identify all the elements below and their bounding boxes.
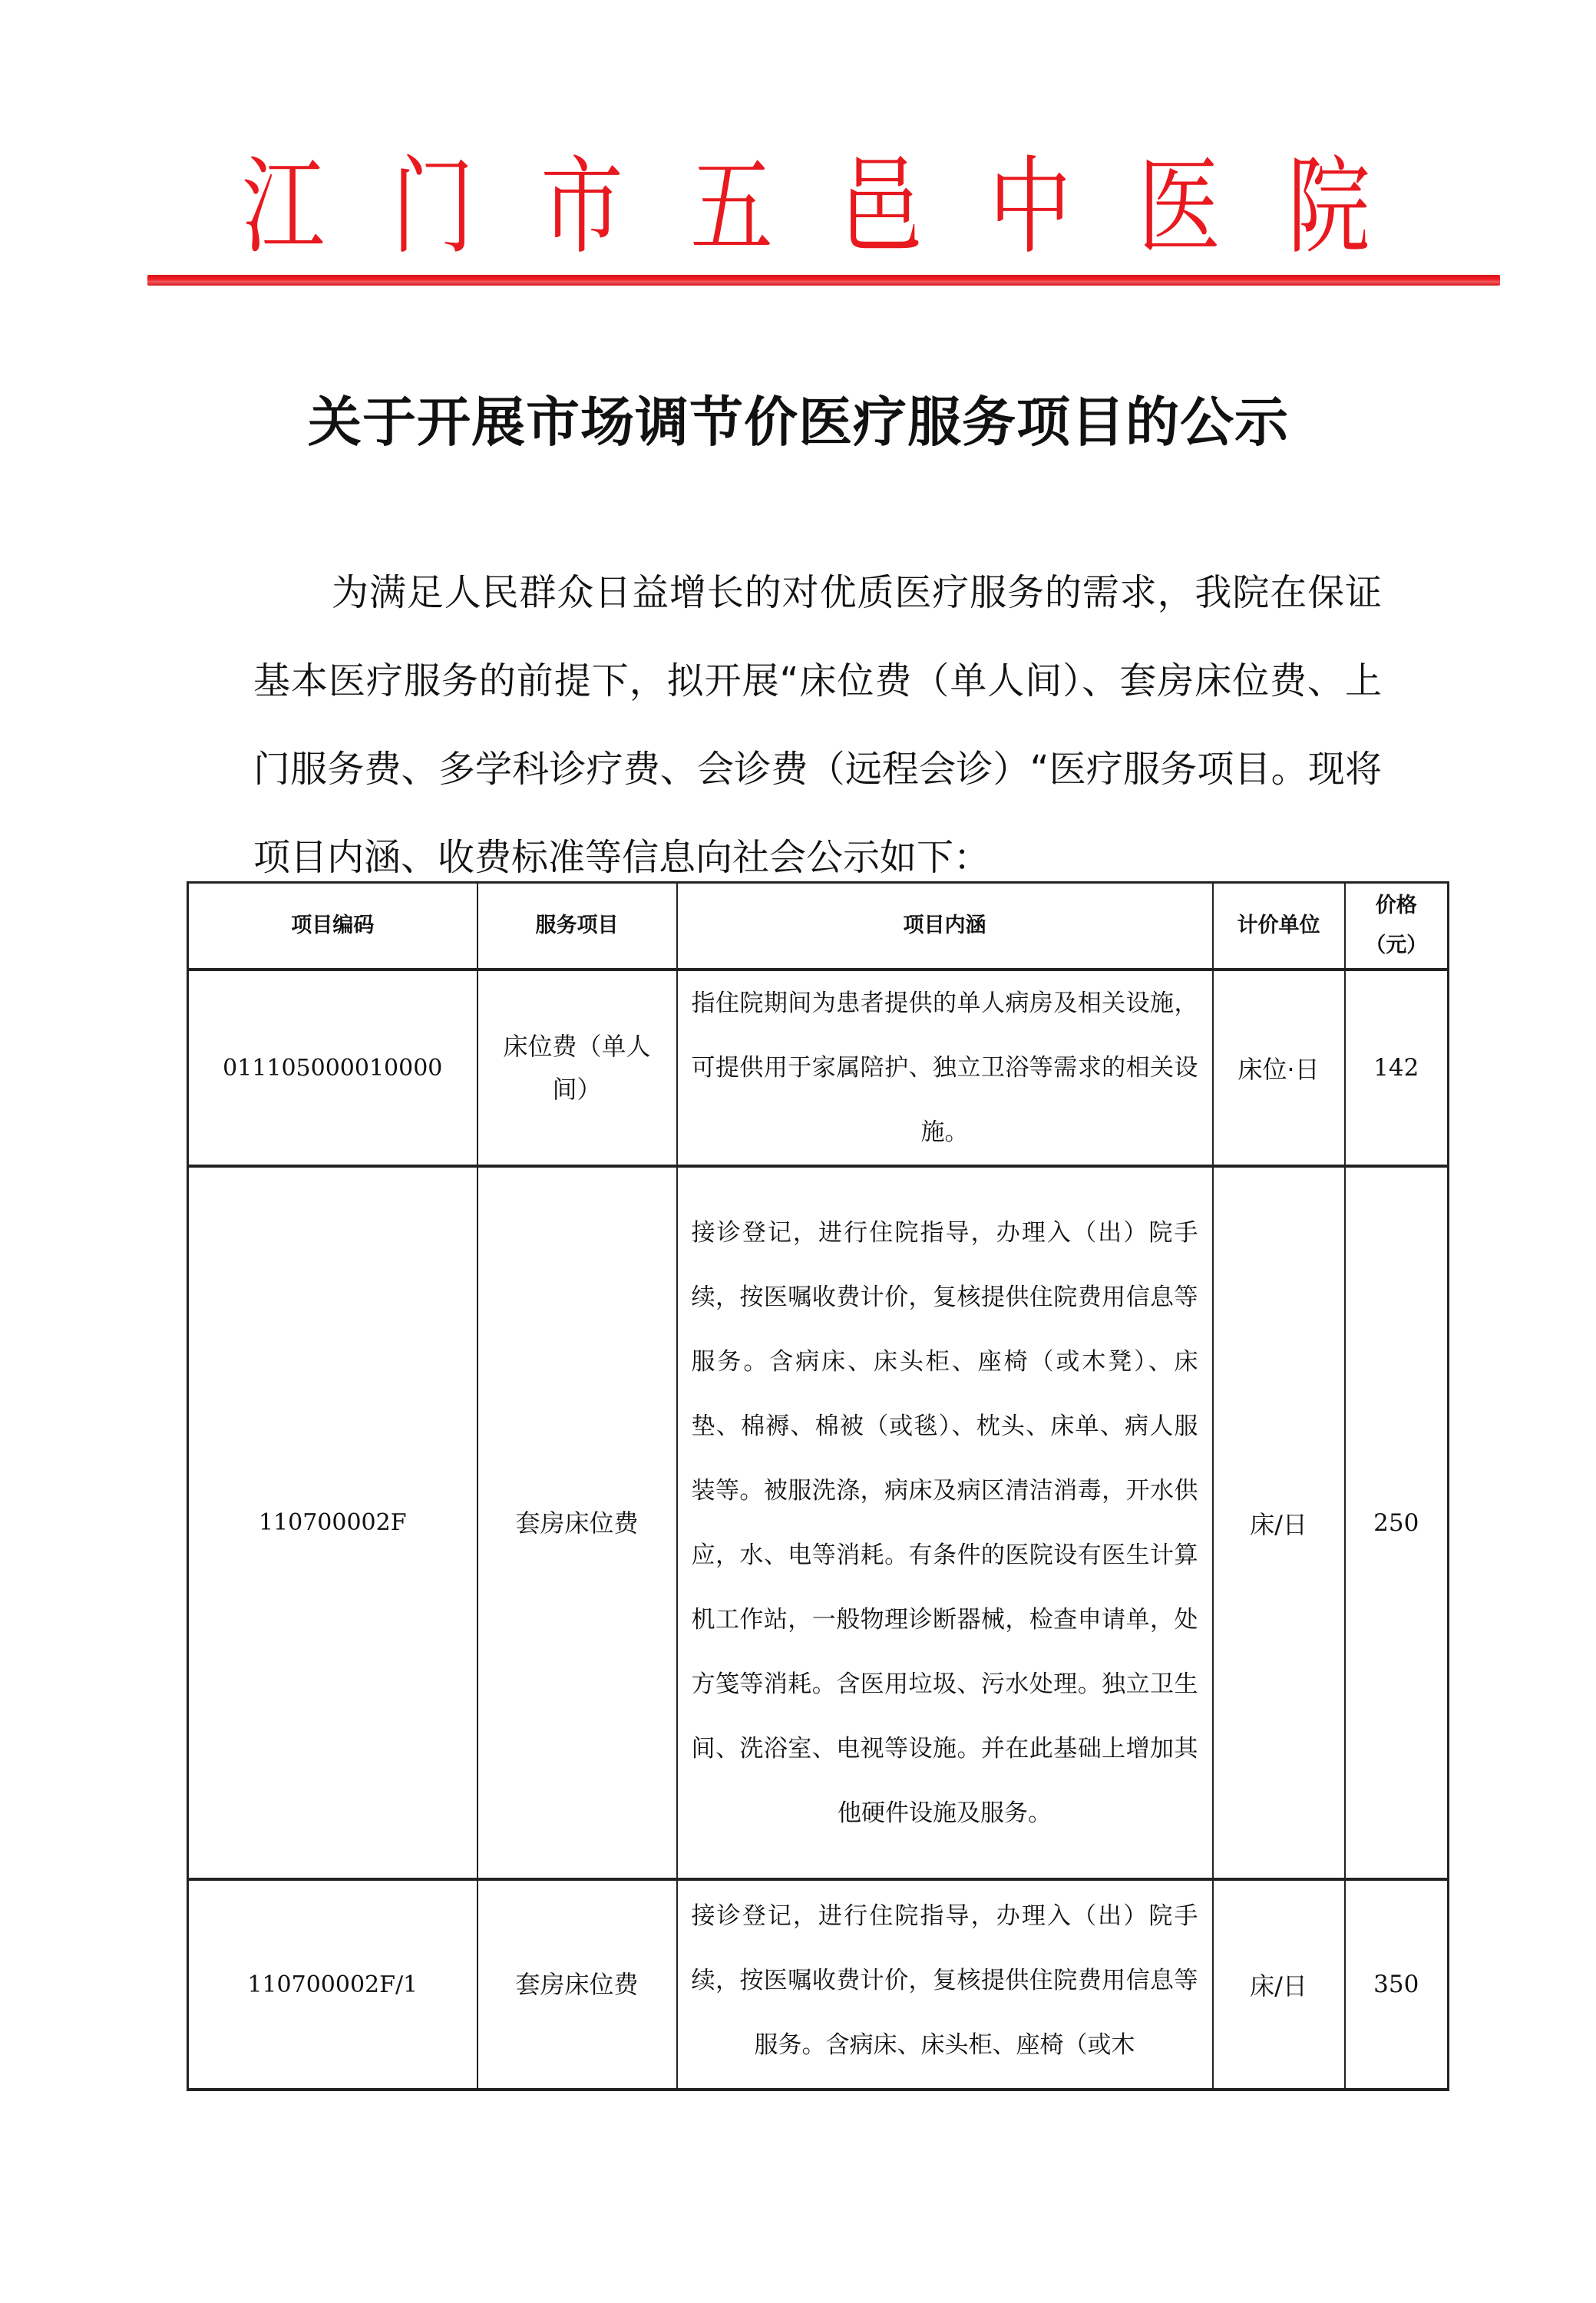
cell-code: 110700002F — [188, 1166, 477, 1879]
cell-unit: 床/日 — [1213, 1879, 1345, 2090]
letterhead-char: 邑 — [839, 145, 923, 269]
cell-content — [677, 1879, 1213, 2090]
fee-table — [187, 881, 1449, 2091]
letterhead-char: 五 — [689, 145, 773, 269]
cell-price: 350 — [1345, 1879, 1449, 2090]
cell-content: 指住院期间为患者提供的单人病房及相关设施，可提供用于家属陪护、独立卫浴等需求的相关设施。 — [677, 970, 1213, 1166]
cell-unit: 床位·日 — [1213, 970, 1345, 1166]
cell-unit: 床/日 — [1213, 1166, 1345, 1879]
table-row — [188, 1166, 1449, 1879]
table-row — [188, 970, 1449, 1166]
cell-code: 011105000010000 — [188, 970, 477, 1166]
letterhead-char: 门 — [391, 145, 474, 269]
notice-title: 关于开展市场调节价医疗服务项目的公示 — [308, 391, 1289, 454]
letterhead-red-divider — [147, 275, 1500, 286]
cell-name: 床位费（单人间） — [477, 970, 677, 1166]
header-content: 项目内涵 — [677, 883, 1213, 970]
header-code: 项目编码 — [188, 883, 477, 970]
cell-price: 250 — [1345, 1166, 1449, 1879]
header-name: 服务项目 — [477, 883, 677, 970]
header-price: 价格（元） — [1345, 883, 1449, 970]
table-header-row — [188, 883, 1449, 970]
letterhead-char: 医 — [1138, 145, 1221, 269]
letterhead-char: 市 — [540, 145, 623, 269]
cell-content: 接诊登记，进行住院指导，办理入（出）院手续，按医嘱收费计价，复核提供住院费用信息等服务。含病床、床头柜、座椅（或木凳）、床垫、棉褥、棉被（或毯）、枕头、床单、病人服装等。被服洗涤，病床及病区清洁消毒，开水供应，水、电等消耗。有条件的医院设有医生计算机工作站，一般物理诊断器械，检查申请单，处方笺等消耗。含医用垃圾、污水处理。独立卫生间、洗浴室、电视等设施。并在此基础上增加其他硬件设施及服务。 — [677, 1166, 1213, 1879]
letterhead-char: 院 — [1287, 145, 1370, 269]
notice-paragraph: 为满足人民群众日益增长的对优质医疗服务的需求，我院在保证基本医疗服务的前提下，拟开展“床位费（单人间）、套房床位费、上门服务费、多学科诊疗费、会诊费（远程会诊）“医疗服务项目。现将项目内涵、收费标准等信息向社会公示如下： — [253, 571, 1382, 879]
hospital-letterhead-name — [230, 145, 1382, 269]
letterhead-char: 江 — [242, 145, 325, 269]
letterhead-char: 中 — [988, 145, 1072, 269]
cell-code: 110700002F/1 — [188, 1879, 477, 2090]
table-row — [188, 1879, 1449, 2090]
cell-content-text: 接诊登记，进行住院指导，办理入（出）院手续，按医嘱收费计价，复核提供住院费用信息等服务。含病床、床头柜、座椅（或木 — [691, 1902, 1198, 2059]
header-unit: 计价单位 — [1213, 883, 1345, 970]
cell-price: 142 — [1345, 970, 1449, 1166]
cell-name: 套房床位费 — [477, 1879, 677, 2090]
cell-name: 套房床位费 — [477, 1166, 677, 1879]
